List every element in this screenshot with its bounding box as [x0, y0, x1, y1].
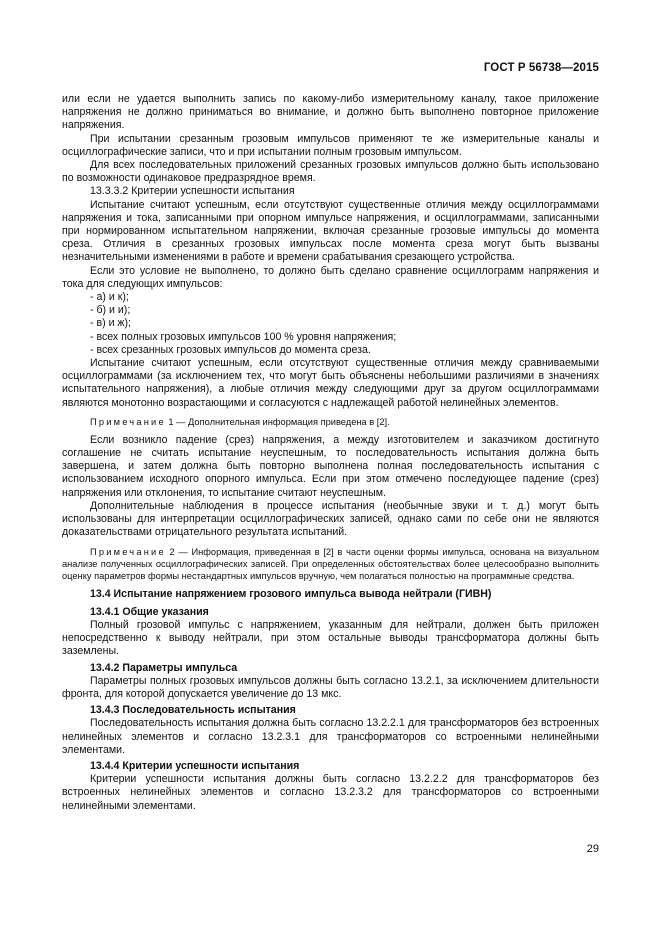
paragraph: Параметры полных грозовых импульсов должны быть согласно 13.2.1, за исключением длительности фронта, для которой допускается увеличение до 13 мкс. — [62, 674, 599, 700]
note-text: 1 — Дополнительная информация приведена в [2]. — [165, 416, 390, 427]
paragraph: Испытание считают успешным, если отсутствуют существенные отличия между осциллограммами напряжения и тока, записанными при опорном импульсе напряжения, и осциллограммами, записанными при нормированном испытательном напряжении, включая срезанные грозовые импульсы до момента среза. Отличия в срезанных грозовых импульсах после момента среза могут быть вызваны незначительными изменениями в работе и времени срабатывания срезающего устройства. — [62, 198, 599, 264]
list-item: - б) и и); — [90, 304, 131, 317]
paragraph: Если возникло падение (срез) напряжения, а между изготовителем и заказчиком достигнуто соглашение не считать испытание неуспешным, то последовательность испытания должна быть завершена, и затем должна быть повторно выполнена полная последовательность испытания с использованием исходного опорного импульса. Если при этом отмечено последующее падение (срез) напряжения или отклонения, то испытание считают неуспешным. — [62, 433, 599, 499]
paragraph: При испытании срезанным грозовым импульсов применяют те же измерительные каналы и осциллографические записи, что и при испытании полным грозовым импульсом. — [62, 132, 599, 158]
section-heading: 13.4 Испытание напряжением грозового импульса вывода нейтрали (ГИВН) — [90, 587, 492, 600]
subsection-heading: 13.4.4 Критерии успешности испытания — [90, 759, 300, 772]
note-text: 2 — Информация, приведенная в [2] в части оценки формы импульса, основана на визуальном анализе полученных осциллографических записей. При определенных обстоятельствах более целесообразно выполнить оценку параметров формы нестандартных импульсов вручную, чем полагаться полностью на программные средства. — [62, 546, 599, 581]
paragraph: Последовательность испытания должна быть согласно 13.2.2.1 для трансформаторов без встроенных нелинейных элементов и согласно 13.2.3.1 для трансформаторов со встроенными нелинейными элементами. — [62, 717, 599, 756]
list-item: - в) и ж); — [90, 317, 131, 330]
subsection-heading: 13.4.1 Общие указания — [90, 605, 209, 618]
page-number: 29 — [586, 843, 599, 855]
document-body — [62, 93, 599, 813]
note — [62, 416, 599, 428]
subsection-heading: 13.3.3.2 Критерии успешности испытания — [90, 185, 295, 198]
paragraph: Испытание считают успешным, если отсутствуют существенные отличия между сравниваемыми осциллограммами (за исключением тех, что могут быть объяснены небольшими различиями в значениях испытательного напряжения), а любые отличия между следующими друг за другом осциллограммами являются монотонно возрастающими и согласуются с надлежащей работой нелинейных элементов. — [62, 357, 599, 409]
list-item: - всех срезанных грозовых импульсов до момента среза. — [90, 343, 371, 356]
paragraph: Критерии успешности испытания должны быть согласно 13.2.2.2 для трансформаторов без встроенных нелинейных элементов и согласно 13.2.3.2 для трансформаторов со встроенными нелинейными элементами. — [62, 773, 599, 812]
subsection-heading: 13.4.2 Параметры импульса — [90, 661, 238, 674]
paragraph: Для всех последовательных приложений срезанных грозовых импульсов должно быть использовано по возможности одинаковое предразрядное время. — [62, 159, 599, 185]
subsection-heading: 13.4.3 Последовательность испытания — [90, 704, 296, 717]
paragraph: Дополнительные наблюдения в процессе испытания (необычные звуки и т. д.) могут быть использованы для интерпретации осциллографических записей, однако сами по себе они не являются доказательствами отрицательного результата испытаний. — [62, 499, 599, 539]
list-item: - всех полных грозовых импульсов 100 % уровня напряжения; — [90, 330, 397, 343]
paragraph: Если это условие не выполнено, то должно быть сделано сравнение осциллограмм напряжения и тока для следующих импульсов: — [62, 264, 599, 290]
document-header: ГОСТ Р 56738—2015 — [483, 62, 599, 74]
note — [62, 546, 599, 582]
list-item: - а) и к); — [90, 291, 129, 304]
note-label: Примечание — [90, 416, 166, 427]
note-label: Примечание — [90, 546, 166, 557]
paragraph: или если не удается выполнить запись по какому-либо измерительному каналу, такое приложение напряжения не должно приниматься во внимание, и должно быть выполнено повторное приложение напряжения. — [62, 93, 599, 132]
paragraph: Полный грозовой импульс с напряжением, указанным для нейтрали, должен быть приложен непосредственно к выводу нейтрали, при этом остальные выводы трансформатора должны быть заземлены. — [62, 618, 599, 658]
